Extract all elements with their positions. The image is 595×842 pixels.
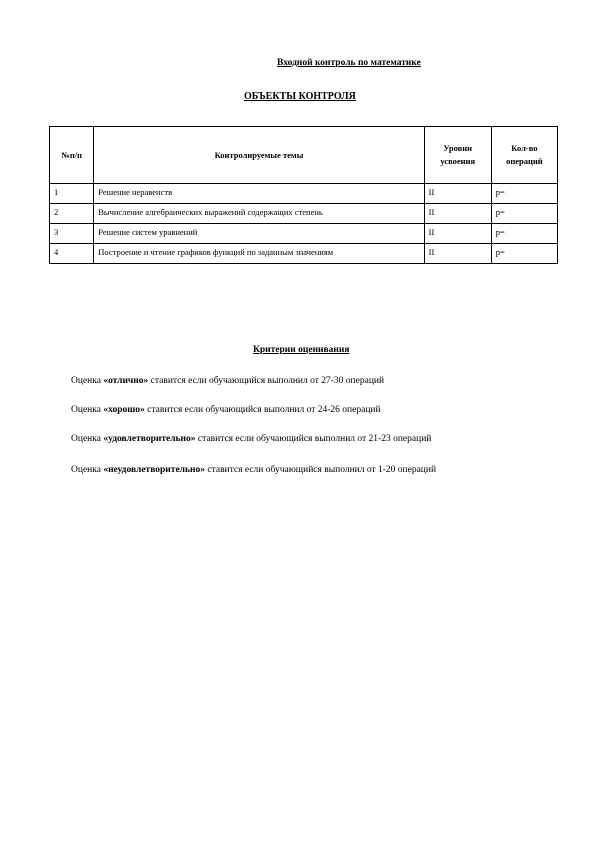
criteria-text: ставится если обучающийся выполнил от 27-30 операций — [148, 376, 385, 386]
row-topic: Вычисление алгебраических выражений содержащих степень — [94, 204, 424, 224]
row-number: 2 — [50, 204, 94, 224]
table-row — [50, 244, 558, 264]
grade-label: «хорошо» — [103, 405, 145, 415]
table-header-row — [50, 127, 558, 184]
criteria-text: ставится если обучающийся выполнил от 24-26 операций — [144, 405, 381, 415]
criteria-text: ставится если обучающийся выполнил от 1-20 операций — [205, 465, 437, 475]
row-operations: p= — [491, 244, 557, 264]
row-topic: Решение неравенств — [94, 184, 424, 204]
row-level: II — [424, 184, 491, 204]
column-header-number: №п/п — [50, 127, 94, 184]
column-header-topics: Контролируемые темы — [94, 127, 424, 184]
row-level: II — [424, 224, 491, 244]
table-row — [50, 224, 558, 244]
column-header-operations: Кол-во операций — [491, 127, 557, 184]
row-level: II — [424, 244, 491, 264]
criteria-prefix: Оценка — [71, 465, 104, 475]
document-title: Входной контроль по математике — [277, 58, 421, 68]
section-title: ОБЪЕКТЫ КОНТРОЛЯ — [244, 91, 356, 102]
table-row — [50, 184, 558, 204]
criteria-text: ставится если обучающийся выполнил от 21-23 операций — [195, 434, 432, 444]
criteria-excellent — [71, 376, 384, 386]
row-number: 4 — [50, 244, 94, 264]
grade-label: «отлично» — [103, 376, 149, 386]
row-operations: p= — [491, 224, 557, 244]
criteria-prefix: Оценка — [71, 376, 104, 386]
row-operations: p= — [491, 184, 557, 204]
column-header-levels: Уровни усвоения — [424, 127, 491, 184]
control-objects-table — [49, 126, 558, 264]
grade-label: «удовлетворительно» — [103, 434, 196, 444]
criteria-unsatisfactory — [71, 465, 436, 475]
row-number: 1 — [50, 184, 94, 204]
row-number: 3 — [50, 224, 94, 244]
row-topic: Построение и чтение графиков функций по заданным значениям — [94, 244, 424, 264]
row-level: II — [424, 204, 491, 224]
grade-label: «неудовлетворительно» — [103, 465, 205, 475]
table-row — [50, 204, 558, 224]
row-operations: p= — [491, 204, 557, 224]
criteria-prefix: Оценка — [71, 434, 104, 444]
criteria-title: Критерии оценивания — [253, 345, 350, 355]
row-topic: Решение систем уравнений — [94, 224, 424, 244]
criteria-prefix: Оценка — [71, 405, 104, 415]
criteria-satisfactory — [71, 434, 431, 444]
criteria-good — [71, 405, 381, 415]
